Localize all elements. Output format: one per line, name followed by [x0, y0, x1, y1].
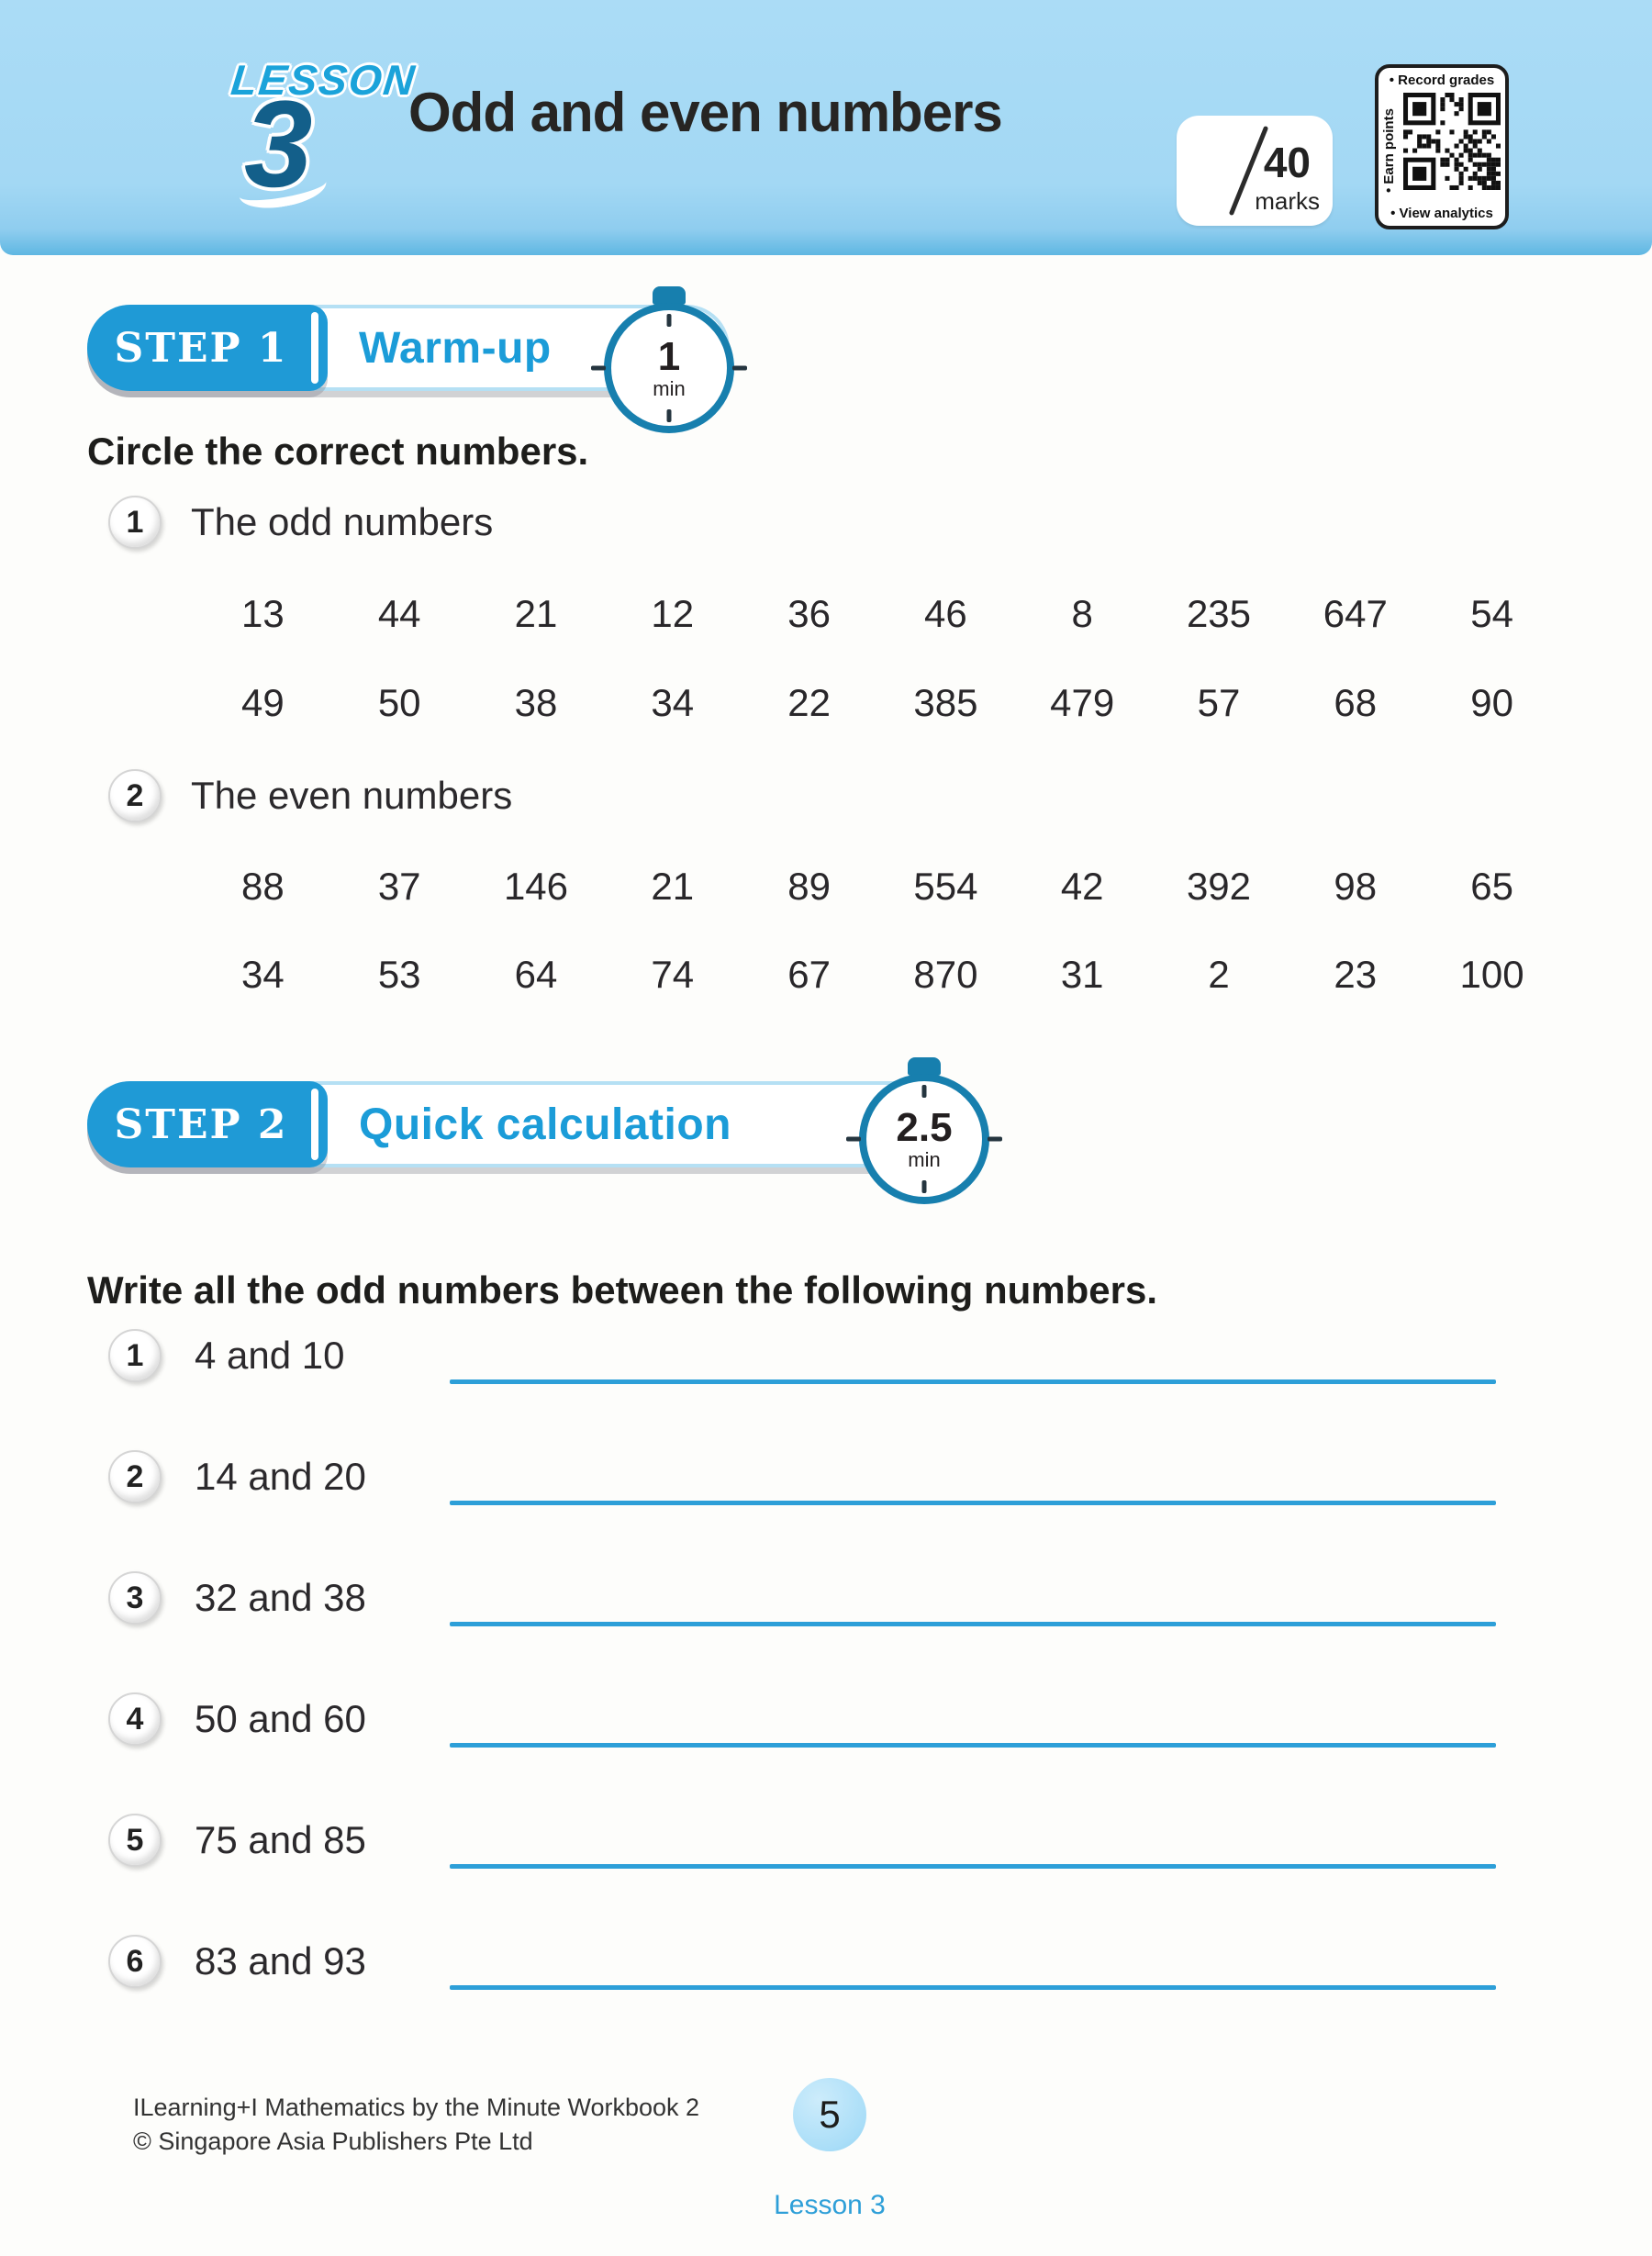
- question-number: 5: [126, 1822, 144, 1858]
- stopwatch-button-icon: [653, 286, 686, 305]
- number-option[interactable]: 31: [1060, 953, 1104, 996]
- answer-line[interactable]: [450, 1501, 1496, 1505]
- qr-view-analytics-label: • View analytics: [1390, 206, 1493, 221]
- qr-record-grades-label: • Record grades: [1389, 73, 1495, 88]
- imprint: [133, 2091, 699, 2159]
- question-number-badge: [108, 1450, 162, 1503]
- quick-calc-item: [108, 1327, 1496, 1384]
- question-prompt: The even numbers: [191, 774, 513, 817]
- page-number-badge: [793, 2078, 866, 2151]
- qr-code-icon: [1403, 93, 1501, 190]
- question-number-badge: [108, 1329, 162, 1382]
- step2-timer: [852, 1057, 997, 1204]
- number-option[interactable]: 554: [913, 865, 978, 908]
- question-number: 2: [126, 777, 144, 813]
- number-option[interactable]: 37: [377, 865, 421, 908]
- number-option[interactable]: 44: [377, 592, 421, 635]
- imprint-line2: © Singapore Asia Publishers Pte Ltd: [133, 2128, 533, 2155]
- marks-total: 40: [1263, 139, 1311, 186]
- question-number-badge: [108, 1935, 162, 1988]
- quick-calc-item: [108, 1812, 1496, 1869]
- question-number-badge: [108, 1571, 162, 1625]
- number-option[interactable]: 21: [514, 592, 558, 635]
- quick-calc-item: [108, 1691, 1496, 1748]
- number-option[interactable]: 67: [787, 953, 831, 996]
- timer-unit: min: [908, 1148, 941, 1171]
- stopwatch-button-icon: [908, 1057, 941, 1076]
- timer-minutes: 2.5: [896, 1105, 953, 1150]
- lesson-label: LESSON: [229, 56, 419, 104]
- number-option[interactable]: 100: [1459, 953, 1524, 996]
- stopwatch-icon: [604, 303, 734, 433]
- number-option[interactable]: 870: [913, 953, 978, 996]
- question-prompt: The odd numbers: [191, 500, 494, 543]
- number-row: [195, 865, 1560, 909]
- number-option[interactable]: 68: [1334, 681, 1378, 724]
- question-number: 4: [126, 1701, 144, 1737]
- number-option[interactable]: 23: [1334, 953, 1378, 996]
- item-range-label: 14 and 20: [195, 1455, 366, 1498]
- number-option[interactable]: 235: [1186, 592, 1252, 635]
- number-option[interactable]: 479: [1050, 681, 1115, 724]
- item-range-label: 75 and 85: [195, 1818, 366, 1861]
- stopwatch-tick: [846, 1137, 861, 1142]
- timer-minutes: 1: [657, 334, 681, 379]
- number-option[interactable]: 8: [1071, 592, 1093, 635]
- item-range-label: 4 and 10: [195, 1334, 345, 1377]
- step2-label: STEP 2: [114, 1100, 288, 1148]
- number-option[interactable]: 38: [514, 681, 558, 724]
- question-number-badge: [108, 1692, 162, 1746]
- step1-timer: [597, 286, 742, 433]
- question-number-badge: [108, 1814, 162, 1867]
- item-range-label: 32 and 38: [195, 1576, 366, 1619]
- qr-earn-points-label: • Earn points: [1381, 108, 1397, 193]
- number-option[interactable]: 50: [377, 681, 421, 724]
- number-option[interactable]: 34: [651, 681, 695, 724]
- page-header: [0, 0, 1652, 255]
- stopwatch-tick: [988, 1137, 1002, 1142]
- number-option[interactable]: 49: [241, 681, 285, 724]
- page-number: 5: [819, 2093, 841, 2136]
- number-option[interactable]: 90: [1470, 681, 1513, 724]
- item-range-label: 83 and 93: [195, 1939, 366, 1982]
- quick-calc-item: [108, 1569, 1496, 1626]
- number-option[interactable]: 2: [1208, 953, 1230, 996]
- number-option[interactable]: 42: [1060, 865, 1104, 908]
- answer-line[interactable]: [450, 1379, 1496, 1384]
- stopwatch-tick: [667, 409, 672, 422]
- number-row: [195, 592, 1560, 636]
- number-option[interactable]: 46: [924, 592, 967, 635]
- page-title: Odd and even numbers: [408, 82, 1002, 143]
- number-option[interactable]: 146: [503, 865, 569, 908]
- stopwatch-icon: [859, 1074, 989, 1204]
- lesson-reference: Lesson 3: [774, 2190, 886, 2220]
- question-number: 1: [126, 504, 144, 540]
- answer-line[interactable]: [450, 1743, 1496, 1748]
- answer-line[interactable]: [450, 1622, 1496, 1626]
- answer-line[interactable]: [450, 1985, 1496, 1990]
- number-option[interactable]: 385: [913, 681, 978, 724]
- step1-label: STEP 1: [114, 324, 288, 372]
- number-option[interactable]: 13: [241, 592, 285, 635]
- step2-pill: [87, 1081, 328, 1167]
- question-number: 1: [126, 1337, 144, 1373]
- stopwatch-tick: [667, 314, 672, 327]
- question-number: 3: [126, 1580, 144, 1615]
- stopwatch-tick: [922, 1180, 927, 1193]
- number-option[interactable]: 54: [1470, 592, 1513, 635]
- quick-calc-item: [108, 1448, 1496, 1505]
- step1-pill: [87, 305, 328, 391]
- number-option[interactable]: 88: [241, 865, 285, 908]
- number-option[interactable]: 64: [514, 953, 558, 996]
- number-option[interactable]: 36: [787, 592, 831, 635]
- imprint-line1: ILearning+I Mathematics by the Minute Workbook 2: [133, 2094, 700, 2121]
- number-option[interactable]: 65: [1470, 865, 1513, 908]
- number-option[interactable]: 21: [651, 865, 695, 908]
- marks-unit-label: marks: [1255, 187, 1320, 215]
- number-option[interactable]: 12: [651, 592, 695, 635]
- number-option[interactable]: 57: [1197, 681, 1241, 724]
- number-option[interactable]: 34: [241, 953, 285, 996]
- stopwatch-tick: [922, 1085, 927, 1098]
- question-number-badge: [108, 769, 162, 822]
- stopwatch-tick: [591, 366, 606, 371]
- number-option[interactable]: 647: [1323, 592, 1388, 635]
- number-option[interactable]: 392: [1186, 865, 1252, 908]
- number-option[interactable]: 89: [787, 865, 831, 908]
- question-number: 2: [126, 1458, 144, 1494]
- marks-box: [1177, 116, 1333, 226]
- step2-instruction: Write all the odd numbers between the following numbers.: [87, 1268, 1157, 1312]
- number-option[interactable]: 53: [377, 953, 421, 996]
- qr-panel: [1375, 64, 1509, 229]
- question-number-badge: [108, 496, 162, 549]
- number-row: [195, 953, 1560, 997]
- stopwatch-tick: [732, 366, 747, 371]
- lesson-number: 3: [244, 76, 313, 213]
- item-range-label: 50 and 60: [195, 1697, 366, 1740]
- step1-instruction: Circle the correct numbers.: [87, 430, 589, 473]
- timer-unit: min: [653, 377, 686, 400]
- number-option[interactable]: 98: [1334, 865, 1378, 908]
- step1-name: Warm-up: [359, 323, 552, 373]
- number-option[interactable]: 22: [787, 681, 831, 724]
- number-row: [195, 681, 1560, 725]
- step2-banner: [87, 1081, 959, 1167]
- step2-name: Quick calculation: [359, 1100, 731, 1149]
- number-option[interactable]: 74: [651, 953, 695, 996]
- question-number: 6: [126, 1943, 144, 1979]
- quick-calc-item: [108, 1933, 1496, 1990]
- answer-line[interactable]: [450, 1864, 1496, 1869]
